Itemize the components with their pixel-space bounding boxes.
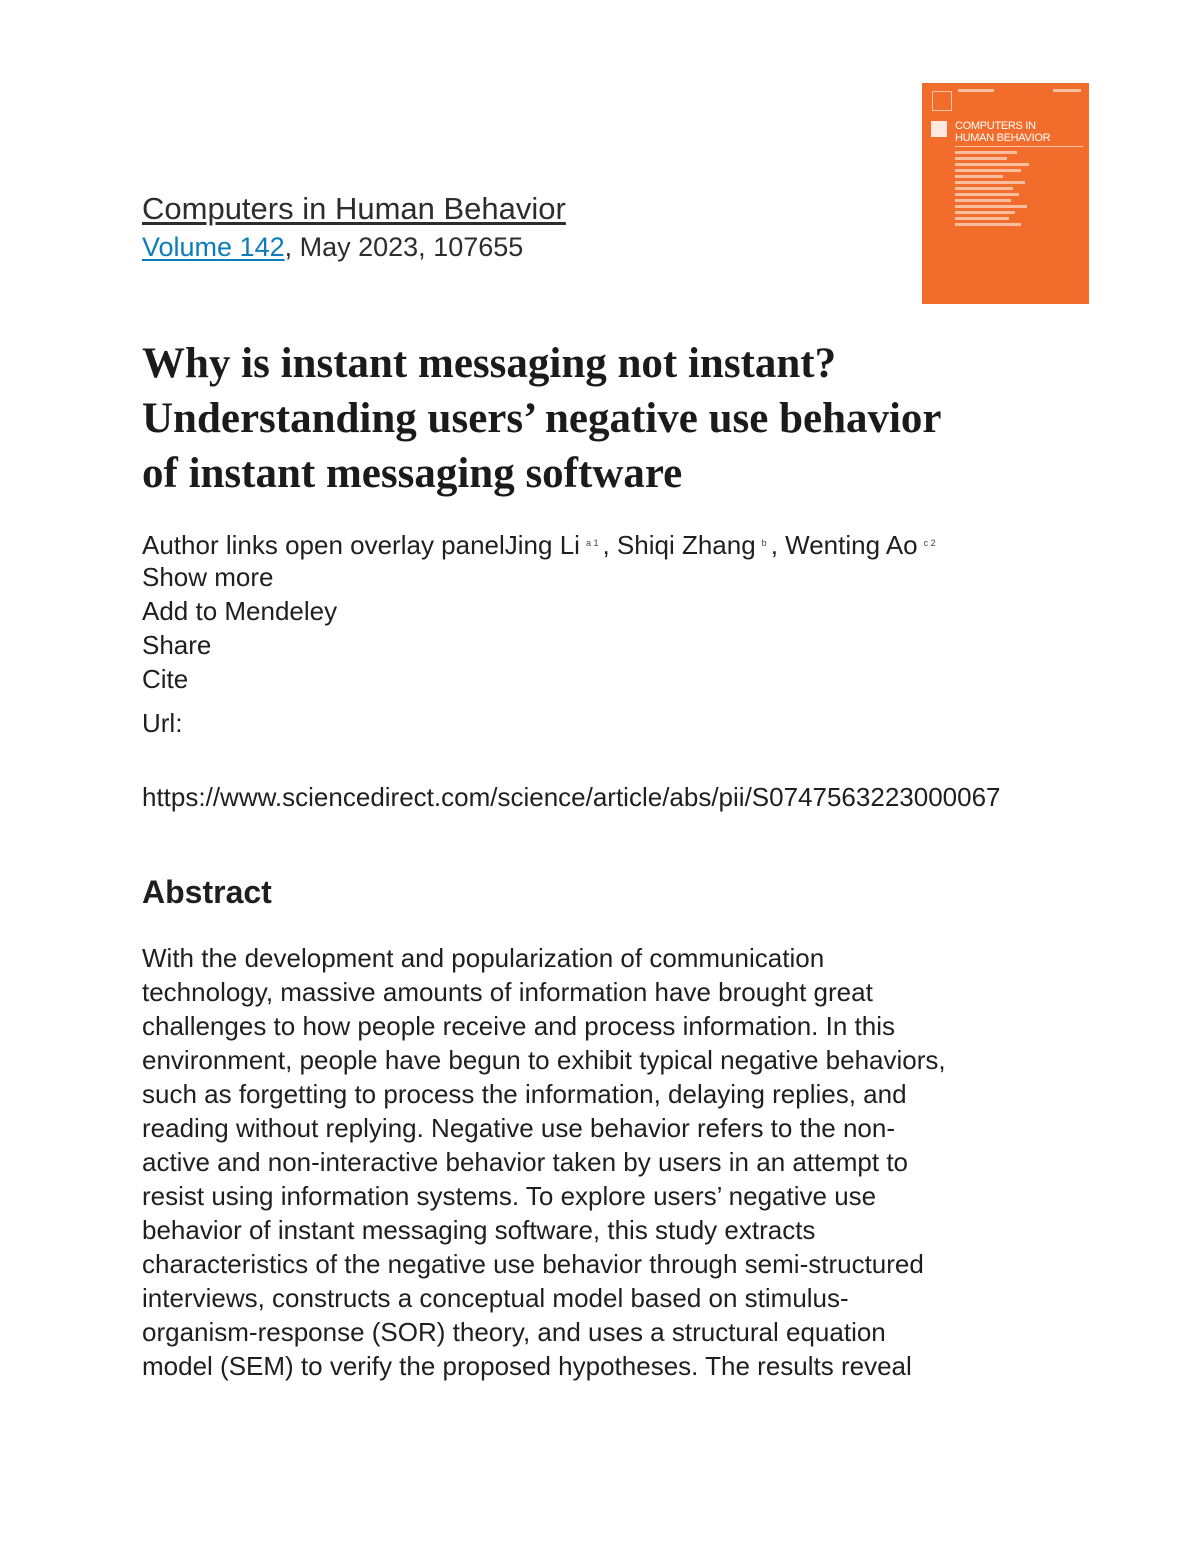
title-line: Understanding users’ negative use behavior bbox=[142, 395, 942, 442]
abstract-line: reading without replying. Negative use behavior refers to the non- bbox=[142, 1113, 895, 1143]
abstract-line: organism-response (SOR) theory, and uses a structural equation bbox=[142, 1317, 886, 1347]
journal-title[interactable] bbox=[142, 190, 566, 228]
share-button[interactable]: Share bbox=[142, 630, 212, 660]
cover-editor-lines bbox=[955, 151, 1029, 229]
abstract-line: characteristics of the negative use behavior through semi-structured bbox=[142, 1249, 924, 1279]
abstract-line: active and non-interactive behavior taken by users in an attempt to bbox=[142, 1147, 908, 1177]
abstract-line: behavior of instant messaging software, this study extracts bbox=[142, 1215, 816, 1245]
author-name[interactable]: Jing Li bbox=[504, 530, 580, 560]
abstract-line: resist using information systems. To explore users’ negative use bbox=[142, 1181, 877, 1211]
abstract-line: such as forgetting to process the information, delaying replies, and bbox=[142, 1079, 907, 1109]
author-list: Author links open overlay panelJing Li $^{a 1}$ , Shiqi Zhang $^b$ , Wenting Ao $^{c 2}$ bbox=[142, 530, 936, 560]
abstract-line: interviews, constructs a conceptual model based on stimulus- bbox=[142, 1283, 849, 1313]
abstract-line: technology, massive amounts of information have brought great bbox=[142, 977, 873, 1007]
title-line: of instant messaging software bbox=[142, 450, 683, 497]
title-line: Why is instant messaging not instant? bbox=[142, 340, 837, 387]
author-affiliation[interactable]: c 2 bbox=[923, 538, 936, 548]
article-url[interactable]: https://www.sciencedirect.com/science/article/abs/pii/S0747563223000067 bbox=[142, 782, 1001, 812]
add-to-mendeley-button[interactable]: Add to Mendeley bbox=[142, 596, 338, 626]
abstract-text bbox=[142, 941, 1062, 1383]
volume-link[interactable]: Volume 142 bbox=[142, 232, 285, 262]
author-name[interactable]: Wenting Ao bbox=[785, 530, 918, 560]
journal-name-link[interactable]: Computers in Human Behavior bbox=[142, 191, 566, 226]
abstract-line: challenges to how people receive and process information. In this bbox=[142, 1011, 895, 1041]
cover-title: COMPUTERS IN HUMAN BEHAVIOR bbox=[955, 120, 1051, 144]
issue-date-number: , May 2023, 107655 bbox=[284, 232, 524, 262]
journal-cover-image bbox=[922, 83, 1089, 304]
elsevier-tree-icon bbox=[932, 91, 952, 111]
article-title bbox=[142, 336, 1102, 501]
author-affiliation[interactable]: a 1 bbox=[585, 538, 599, 548]
show-more-link[interactable]: Show more bbox=[142, 562, 274, 592]
abstract-line: environment, people have begun to exhibit typical negative behaviors, bbox=[142, 1045, 946, 1075]
cite-button[interactable]: Cite bbox=[142, 664, 189, 694]
abstract-line: model (SEM) to verify the proposed hypotheses. The results reveal bbox=[142, 1351, 912, 1381]
author-links-label[interactable]: Author links open overlay panel bbox=[142, 530, 505, 560]
author-name[interactable]: Shiqi Zhang bbox=[616, 530, 756, 560]
abstract-line: With the development and popularization of communication bbox=[142, 943, 825, 973]
cover-logo-icon bbox=[931, 121, 947, 137]
url-label: Url: bbox=[142, 708, 183, 738]
abstract-heading: Abstract bbox=[142, 874, 272, 910]
issue-info bbox=[142, 230, 523, 264]
author-affiliation[interactable]: b bbox=[761, 538, 767, 548]
